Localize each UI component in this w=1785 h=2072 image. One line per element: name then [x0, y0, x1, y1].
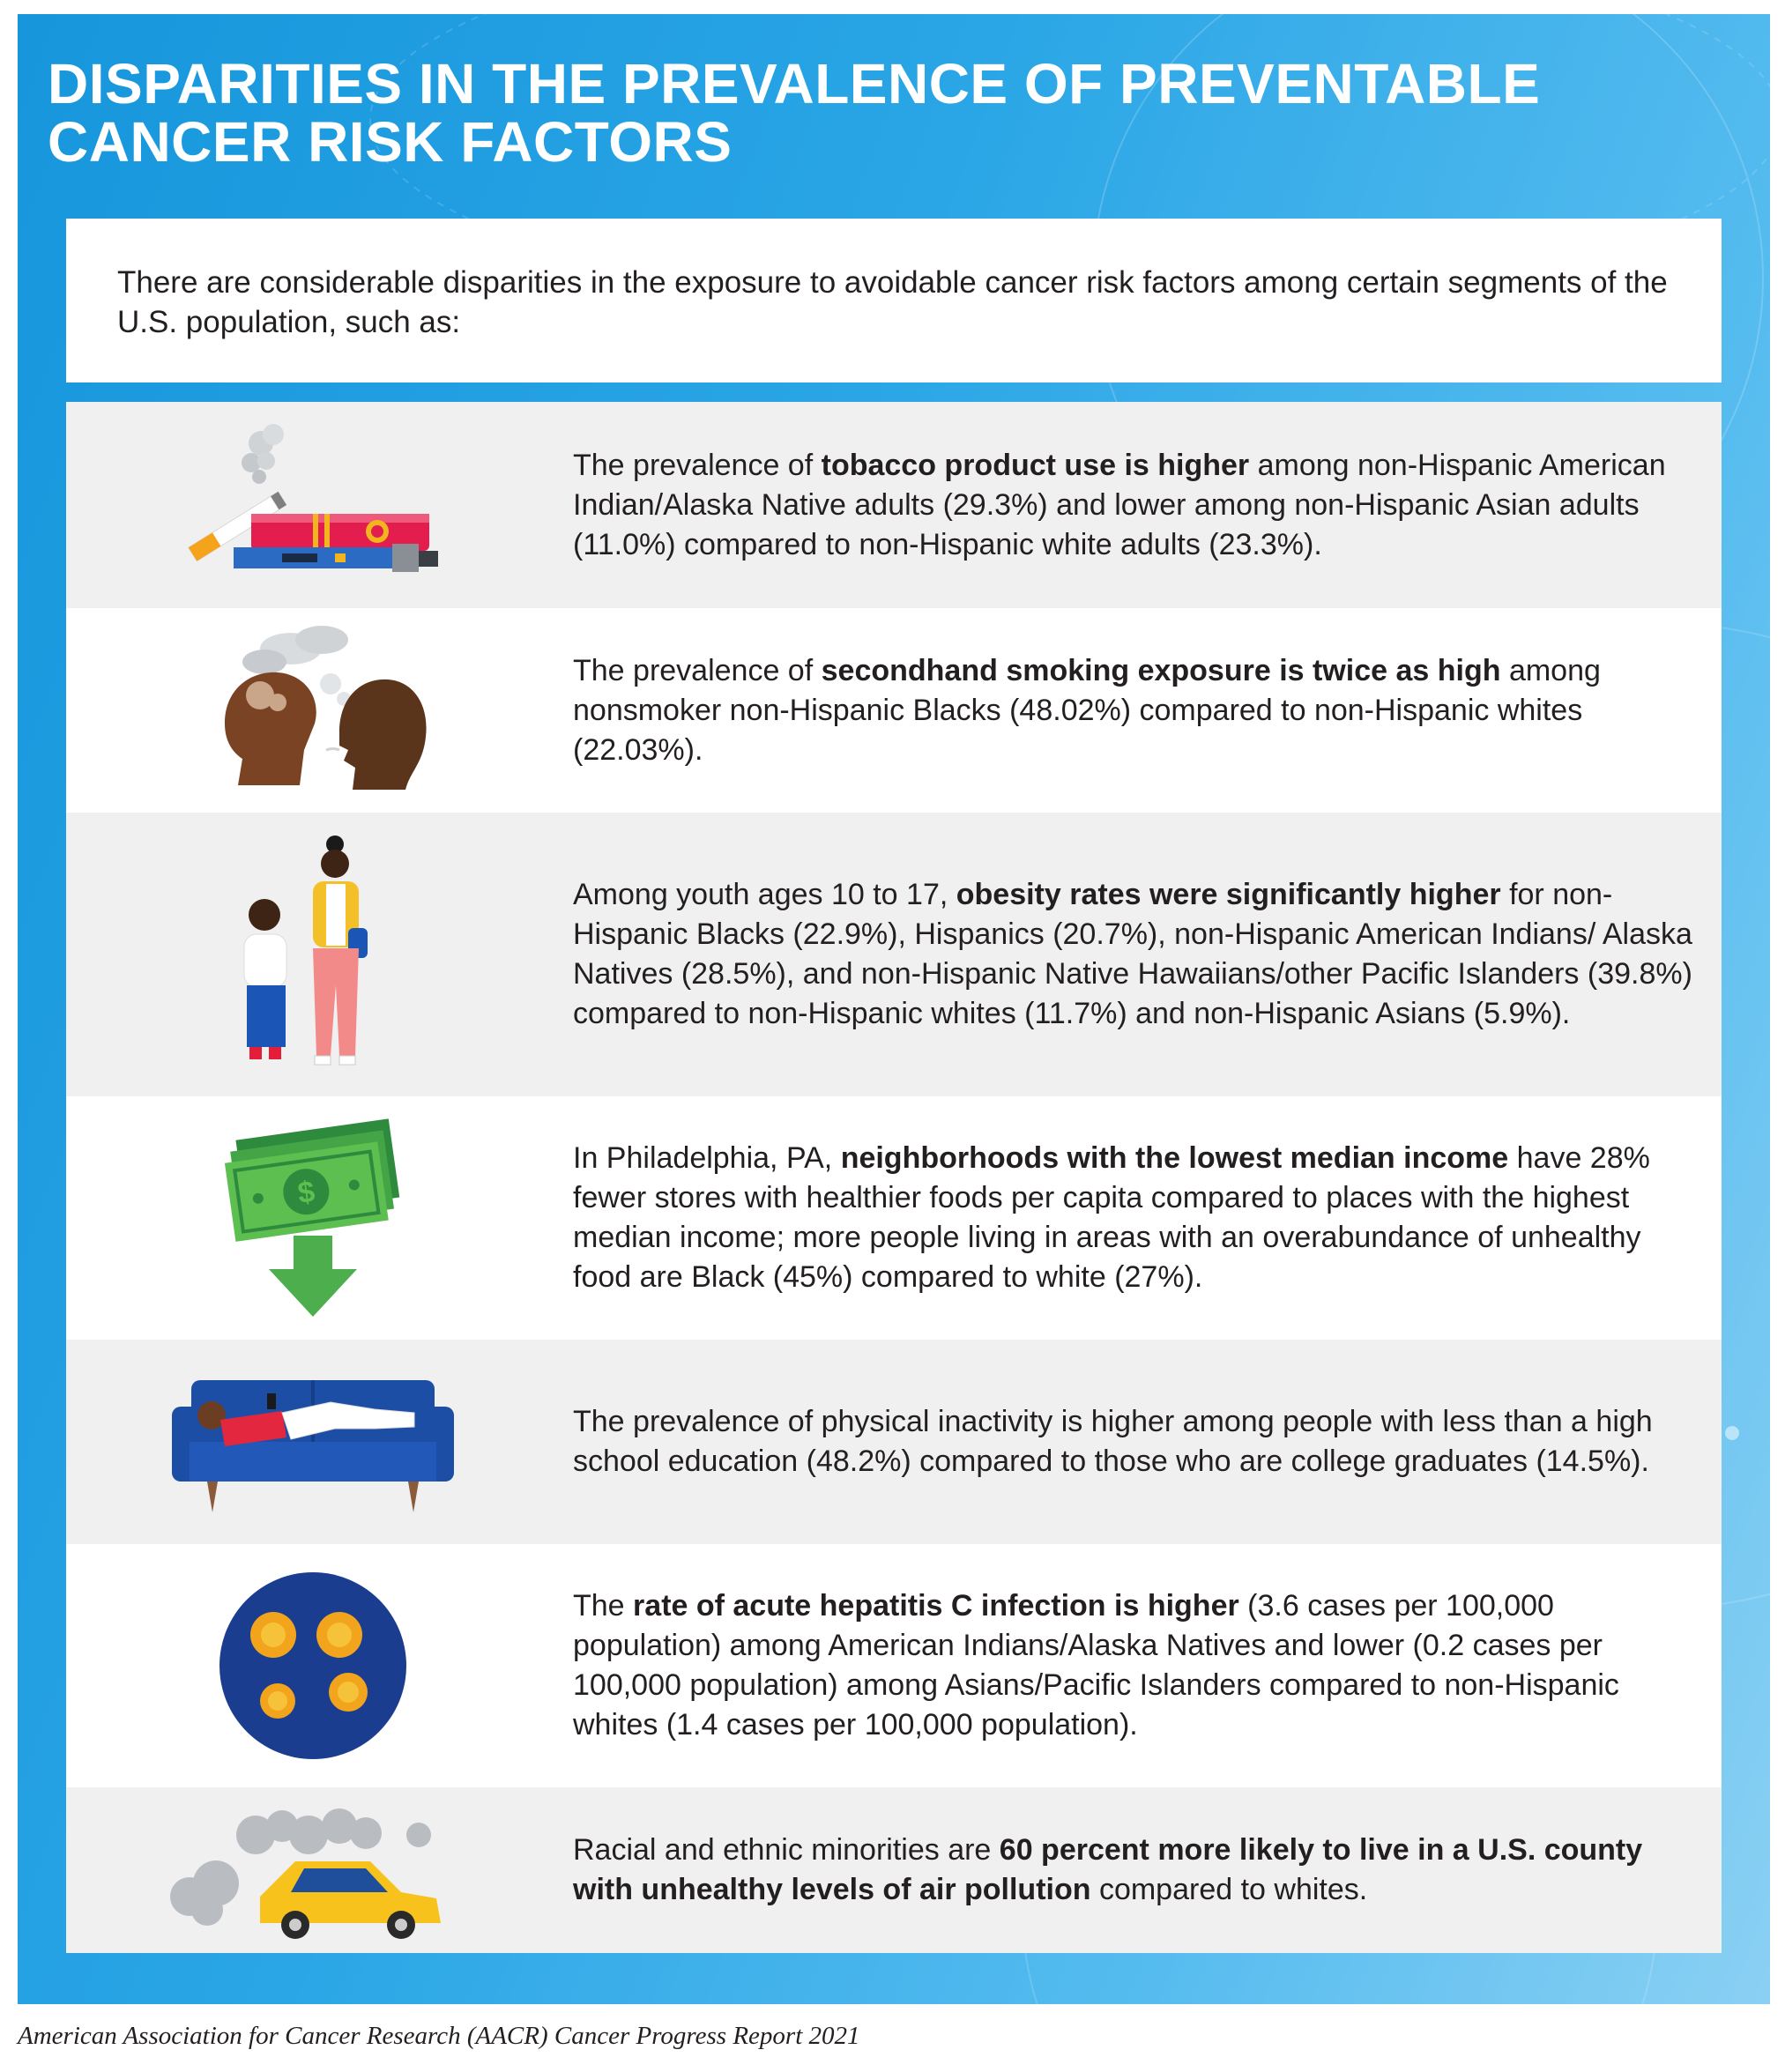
risk-row-youth-obesity: [66, 813, 1722, 1096]
intro-text: There are considerable disparities in the exposure to avoidable cancer risk factors among certain segments of the U.S. population, such as:: [117, 265, 1668, 339]
intro-box: [66, 219, 1722, 382]
risk-row-tobacco: [66, 402, 1722, 608]
risk-row-physical-inactivity: [66, 1340, 1722, 1544]
tobacco-products-icon: [167, 417, 458, 593]
source-citation: American Association for Cancer Research (AACR) Cancer Progress Report 2021: [18, 2022, 860, 2050]
title-line-1: DISPARITIES IN THE PREVALENCE OF PREVENTABLE: [48, 52, 1541, 115]
risk-text-hepatitis-c: The rate of acute hepatitis C infection is higher (3.6 cases per 100,000 population) among American Indians/Alaska Natives and lower (0.2 cases per 100,000 population) among Asians/Pacific Islanders compared to non-Hispanic whites (1.4 cases per 100,000 population).: [573, 1589, 1619, 1742]
title-line-2: CANCER RISK FACTORS: [48, 110, 733, 174]
risk-factor-list: [66, 402, 1722, 1953]
risk-text-youth-obesity: Among youth ages 10 to 17, obesity rates were significantly higher for non-Hispanic Blacks (22.9%), Hispanics (20.7%), non-Hispanic American Indians/ Alaska Natives (28.5%), and non-Hispanic Native Hawaiians/other Pacific Islanders (39.8%) compared to non-Hispanic whites (11.7%) and non-Hispanic Asians (5.9%).: [573, 878, 1692, 1030]
risk-row-secondhand-smoke: [66, 608, 1722, 813]
page-title: [48, 52, 1634, 174]
risk-text-tobacco: The prevalence of tobacco product use is higher among non-Hispanic American Indian/Alaska Native adults (29.3%) and lower among non-Hispanic Asian adults (11.0%) compared to non-Hispanic white adults (23.3%).: [573, 448, 1666, 561]
hepatitis-virus-icon: [216, 1569, 410, 1763]
youth-obesity-icon: [225, 827, 401, 1082]
risk-text-air-pollution: Racial and ethnic minorities are 60 percent more likely to live in a U.S. county with unhealthy levels of air pollution compared to whites.: [573, 1833, 1643, 1906]
risk-text-secondhand-smoke: The prevalence of secondhand smoking exposure is twice as high among nonsmoker non-Hispanic Blacks (48.02%) compared to non-Hispanic whites (22.03%).: [573, 653, 1601, 767]
risk-text-low-income: In Philadelphia, PA, neighborhoods with the lowest median income have 28% fewer stores with healthier foods per capita compared to places with the highest median income; more people living in areas with an overabundance of unhealthy food are Black (45%) compared to white (27%).: [573, 1141, 1650, 1294]
risk-text-physical-inactivity: The prevalence of physical inactivity is higher among people with less than a high school education (48.2%) compared to those who are college graduates (14.5%).: [573, 1405, 1653, 1478]
air-pollution-car-icon: [163, 1800, 463, 1941]
low-income-money-icon: [207, 1112, 419, 1324]
physical-inactivity-couch-icon: [172, 1367, 454, 1517]
risk-row-air-pollution: [66, 1787, 1722, 1953]
svg-text:$: $: [295, 1175, 317, 1211]
secondhand-smoke-icon: [198, 618, 428, 803]
risk-row-hepatitis-c: [66, 1544, 1722, 1787]
risk-row-low-income: [66, 1096, 1722, 1340]
